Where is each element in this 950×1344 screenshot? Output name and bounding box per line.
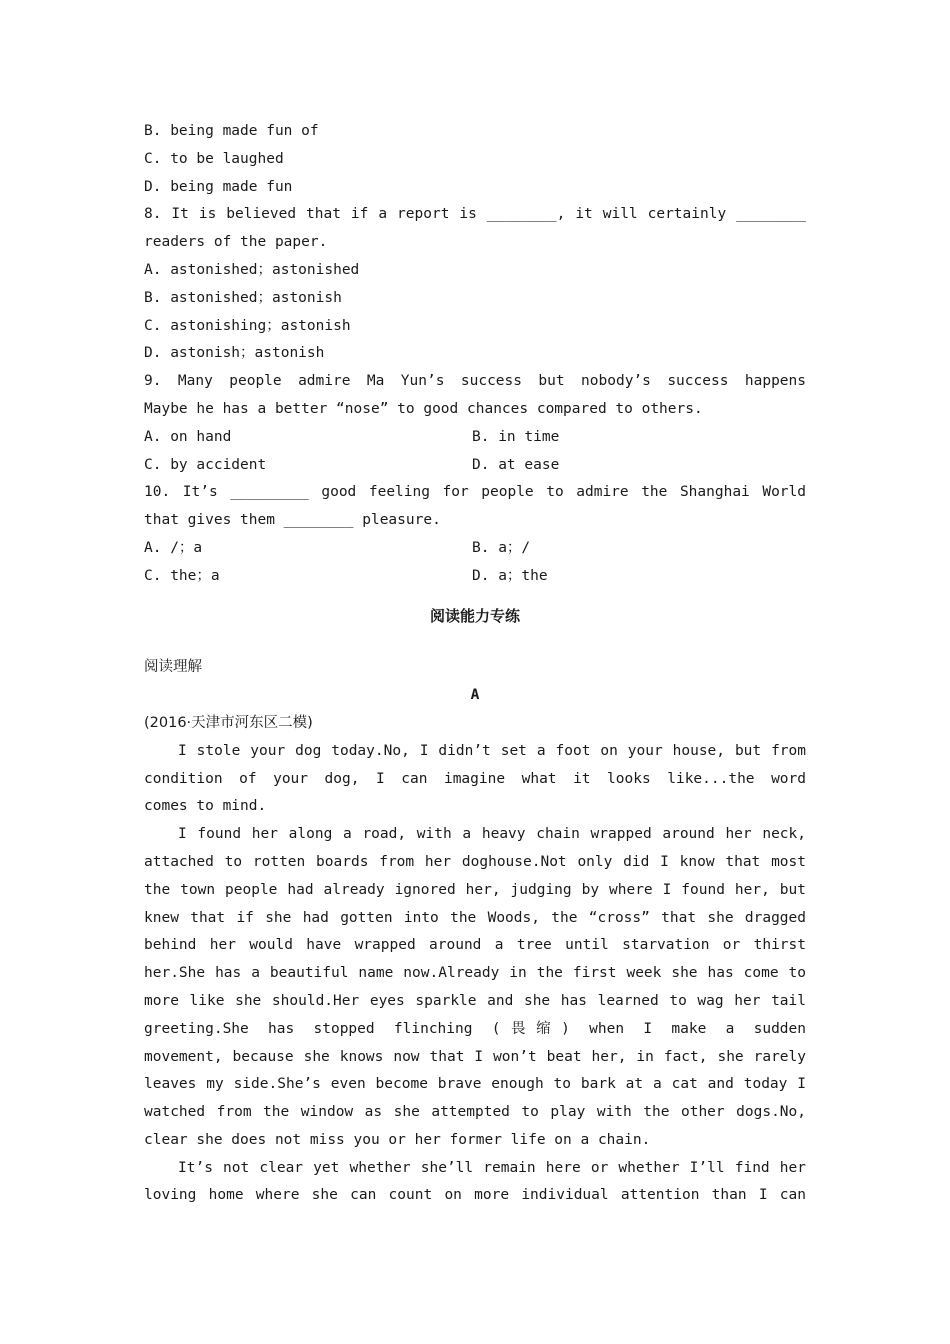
q10-option-c: C. the；a [144,567,220,584]
passage-line: movement, because she knows now that I won’t beat her, in fact, she rarely [144,1048,806,1065]
passage-line: more like she should.Her eyes sparkle and she has learned to wag her tail [144,992,806,1009]
passage-line: leaves my side.She’s even become brave enough to bark at a cat and today I [144,1076,806,1093]
passage-source: (2016·天津市河东区二模) [144,714,313,731]
q7-option-c: C. to be laughed [144,150,284,167]
q8-stem-line1: 8. It is believed that if a report is ________, it will certainly ________ [144,206,806,223]
q8-option-d: D. astonish；astonish [144,345,325,362]
passage-line: It’s not clear yet whether she’ll remain here or whether I’ll find her [178,1159,806,1176]
q8-stem-line2: readers of the paper. [144,234,328,251]
q9-option-c: C. by accident [144,456,267,473]
q10-options-row2 [144,563,806,591]
q9-option-a: A. on hand [144,428,232,445]
q7-option-b: B. being made fun of [144,123,319,139]
passage-line: greeting.She has stopped flinching (畏缩) when I make a sudden [144,1020,806,1037]
passage-line: attached to rotten boards from her doghouse.Not only did I know that most [144,853,806,870]
passage-line: clear she does not miss you or her former life on a chain. [144,1131,651,1148]
q10-option-d: D. a；the [472,567,548,584]
document-page [144,118,806,1210]
q9-stem-line2: Maybe he has a better “nose” to good chances compared to others. [144,400,703,417]
passage-line: behind her would have wrapped around a tree until starvation or thirst [144,937,806,954]
passage-line: knew that if she had gotten into the Woods, the “cross” that she dragged [144,909,806,926]
passage-line: her.She has a beautiful name now.Already in the first week she has come to [144,965,806,982]
q10-options-row1 [144,535,806,563]
q9-stem-line1: 9. Many people admire Ma Yun’s success but nobody’s success happens [144,373,806,390]
q9-options-row2 [144,452,806,480]
q9-options-row1 [144,424,806,452]
section-title: 阅读能力专练 [429,606,520,625]
q8-option-c: C. astonishing；astonish [144,317,351,334]
passage-line: comes to mind. [144,798,267,815]
subsection-title: 阅读理解 [144,659,202,676]
q10-stem-line2: that gives them ________ pleasure. [144,512,441,529]
passage-line: watched from the window as she attempted to play with the other dogs.No, [144,1104,806,1121]
q10-option-a: A. /；a [144,539,203,556]
q10-stem-line1: 10. It’s _________ good feeling for people to admire the Shanghai World [144,484,806,501]
passage-label: A [470,687,480,704]
passage-line: I stole your dog today.No, I didn’t set a foot on your house, but from [178,742,806,759]
q8-option-a: A. astonished；astonished [144,261,360,278]
q9-option-d: D. at ease [472,456,560,473]
passage-line: I found her along a road, with a heavy chain wrapped around her neck, [178,826,806,843]
q10-option-b: B. a；/ [472,539,531,556]
q7-option-d: D. being made fun [144,178,293,195]
passage-line: the town people had already ignored her, judging by where I found her, but [144,881,806,898]
q9-option-b: B. in time [472,428,560,445]
passage-line: loving home where she can count on more individual attention than I can [144,1187,806,1204]
q8-option-b: B. astonished；astonish [144,289,342,306]
passage-line: condition of your dog, I can imagine what it looks like...the word [144,770,806,787]
